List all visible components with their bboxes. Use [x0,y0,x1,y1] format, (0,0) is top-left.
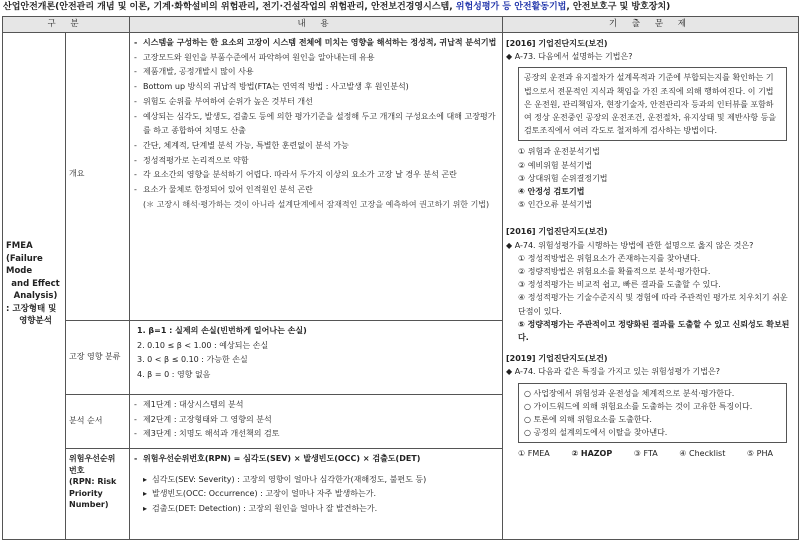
exam-1: [2016] 기업진단지도(보건) ◆ A-73. 다음에서 설명하는 기법은? 공장의 운전과 유지절차가 설계목적과 기준에 부합되는지를 확인하는 기법으로서 전문적인 지식과 책임을 가진 조직에 의해 행하여진다. 이 기법은 운전원, 관리책임자, 현장기술자, 안전관리자 등과의 인터뷰를 포함하여 정상 운전중인 공장의 운전조건, 운전절차, 유지상태 및 제반사항 등을 검토조직에서 여러 각도로 철저하게 검사하는 방법이다. ① 위험과 운전분석기법 ② 예비위험 분석기법 ③ 상대위험 순위결정기법 ④ 안정성 검토기법 ⑤ 인간오류 분석기법 [506,37,795,211]
overview-item: - 시스템을 구성하는 한 요소의 고장이 시스템 전체에 미치는 영향을 해석하는 정성적, 귀납적 분석기법 [134,38,497,47]
overview-note: (＊ 고장시 해석·평가하는 것이 아니라 설계단계에서 잠재적인 고장을 예측하여 권고하기 위한 기법) [143,199,490,209]
header-category: 구 분 [3,17,130,33]
exam-option: ① 위험과 운전분석기법 [518,147,600,157]
overview-item: - 요소가 물체로 한정되어 있어 인적원인 분석 곤란 [134,185,313,195]
impact-label: 고장 영향 분류 [66,321,130,395]
rpn-label: 위험우선순위 번호 (RPN: Risk Priority Number) [66,449,130,540]
exam-option-answer: ⑤ 정량적평가는 주관적이고 정량화된 결과를 도출할 수 있고 신뢰성도 확보된다. [518,319,790,343]
title-main: 산업안전개론(안전관리 개념 및 이론, 기계·화학설비의 위험관리, 전기·건설작업의 위험관리, 안전보건경영시스템, [3,2,456,12]
overview-item: - 간단, 체계적, 단계별 분석 가능, 특별한 훈련없이 분석 가능 [134,140,349,150]
overview-label: 개요 [66,33,130,321]
rpn-content [130,449,503,540]
fmea-label: FMEA (Failure Mode and Effect Analysis) : 고장형태 및 영향분석 [3,33,66,540]
exam-option: ⑤ 인간오류 분석기법 [518,200,593,210]
header-content: 내 용 [130,17,503,33]
impact-item: 1. β=1 : 실제의 손실(빈번하게 일어나는 손실) [137,326,307,335]
impact-content [130,321,503,395]
exam-option: ② 정량적방법은 위험요소를 확률적으로 분석·평가한다. [518,267,711,277]
fmea-table [2,16,799,540]
impact-item: 4. β = 0 : 영향 없음 [137,370,211,380]
overview-content [130,33,503,321]
overview-item: - 예상되는 심각도, 발생도, 검출도 등에 의한 평가기준을 설정해 두고 개개의 구성요소에 대해 고장평가를 하고 종합하여 치명도 산출 [134,111,496,136]
order-item: - 제3단계 : 치명도 해석과 개선책의 검토 [134,429,280,439]
rpn-item: ▸ 발생빈도(OCC: Occurrence) : 고장이 얼마나 자주 발생하는가. [143,489,377,499]
exam-2: [2016] 기업진단지도(보건) ◆ A-74. 위험성평가를 시행하는 방법에 관한 설명으로 옳지 않은 것은? ① 정성적방법은 위험요소가 존재하는지를 찾아낸다. ② 정량적방법은 위험요소를 확률적으로 분석·평가한다. ③ 정성적평가는 비교적 쉽고, 빠른 결과를 도출할 수 있다. ④ 정성적평가는 기술수준지식 및 경험에 따라 주관적인 평가로 치우치기 쉬운 단점이 있다. ⑤ 정량적평가는 주관적이고 정량화된 결과를 도출할 수 있고 신뢰성도 확보된다. [506,225,795,344]
title-highlight: 위험성평가 등 안전활동기법 [455,2,567,12]
overview-item: - 정성적평가로 논리적으로 약함 [134,155,249,165]
overview-item: - 고장모드와 원인을 부품수준에서 파악하여 원인을 알아내는데 유용 [134,52,375,62]
header-exams: 기 출 문 제 [503,17,799,33]
document-title [0,0,800,15]
rpn-item: ▸ 검출도(DET: Detection) : 고장의 원인을 얼마나 잘 발견하는가. [143,504,378,514]
exam-option-answer: ④ 안정성 검토기법 [518,187,585,197]
order-label: 분석 순서 [66,395,130,449]
order-content [130,395,503,449]
overview-item: - Bottom up 방식의 귀납적 방법(FTA는 연역적 방법 : 사고발생 후 원인분석) [134,82,409,92]
order-item: - 제2단계 : 고장형태와 그 영향의 분석 [134,414,272,424]
exam-3: [2019] 기업진단지도(보건) ◆ A-74. 다음과 같은 특징을 가지고 있는 위험성평가 기법은? ○ 사업장에서 위험성과 운전성을 체계적으로 분석·평가한다. ○ 가이드워드에 의해 위험요소를 도출하는 것이 고유한 특징이다. ○ 토론에 의해 위험요소를 도출한다. ○ 공정의 설계의도에서 이탈을 찾아낸다. ① FMEA ② HAZOP ③ FTA ④ Checklist ⑤ PHA [506,352,795,460]
order-item: - 제1단계 : 대상시스템의 분석 [134,400,244,409]
exam-option: ④ 정성적평가는 기술수준지식 및 경험에 따라 주관적인 평가로 치우치기 쉬운 단점이 있다. [518,293,788,316]
exam-3-options [506,447,773,460]
exam-option: ① 정성적방법은 위험요소가 존재하는지를 찾아낸다. [518,253,701,263]
exam-option: ⑤ PHA [746,449,773,459]
exam-option-answer: ② HAZOP [571,449,613,459]
rpn-formula: - 위험우선순위번호(RPN) = 심각도(SEV) × 발생빈도(OCC) × 검출도(DET) [134,454,421,463]
title-tail: , 안전보호구 및 방호장치) [566,2,671,12]
overview-item: - 제품개발, 공정개발시 많이 사용 [134,67,254,77]
overview-item: - 각 요소간의 영향을 분석하기 어렵다. 따라서 두가지 이상의 요소가 고장 날 경우 분석 곤란 [134,170,457,180]
exam-option: ③ 상대위험 순위결정기법 [518,173,608,183]
exam-option: ① FMEA [518,449,550,459]
exam-option: ② 예비위험 분석기법 [518,160,593,170]
exam-option: ③ FTA [633,449,658,459]
impact-item: 3. 0 < β ≤ 0.10 : 가능한 손실 [137,355,248,365]
exam-3-box: ○ 사업장에서 위험성과 운전성을 체계적으로 분석·평가한다. ○ 가이드워드에 의해 위험요소를 도출하는 것이 고유한 특징이다. ○ 토론에 의해 위험요소를 도출한다. ○ 공정의 설계의도에서 이탈을 찾아낸다. [518,383,787,444]
exam-option: ④ Checklist [679,449,726,459]
rpn-item: ▸ 심각도(SEV: Severity) : 고장의 영향이 얼마나 심각한가(재해정도, 불편도 등) [143,474,427,484]
exam-column [503,33,799,540]
overview-item: - 위험도 순위를 부여하여 순위가 높은 것부터 개선 [134,96,313,106]
impact-item: 2. 0.10 ≤ β < 1.00 : 예상되는 손실 [137,340,269,350]
exam-1-passage: 공장의 운전과 유지절차가 설계목적과 기준에 부합되는지를 확인하는 기법으로서 전문적인 지식과 책임을 가진 조직에 의해 행하여진다. 이 기법은 운전원, 관리책임자, 현장기술자, 안전관리자 등과의 인터뷰를 포함하여 정상 운전중인 공장의 운전조건, 운전절차, 유지상태 및 제반사항 등을 검토조직에서 여러 각도로 철저하게 검사하는 방법이다. [518,67,787,141]
exam-option: ③ 정성적평가는 비교적 쉽고, 빠른 결과를 도출할 수 있다. [518,280,721,290]
